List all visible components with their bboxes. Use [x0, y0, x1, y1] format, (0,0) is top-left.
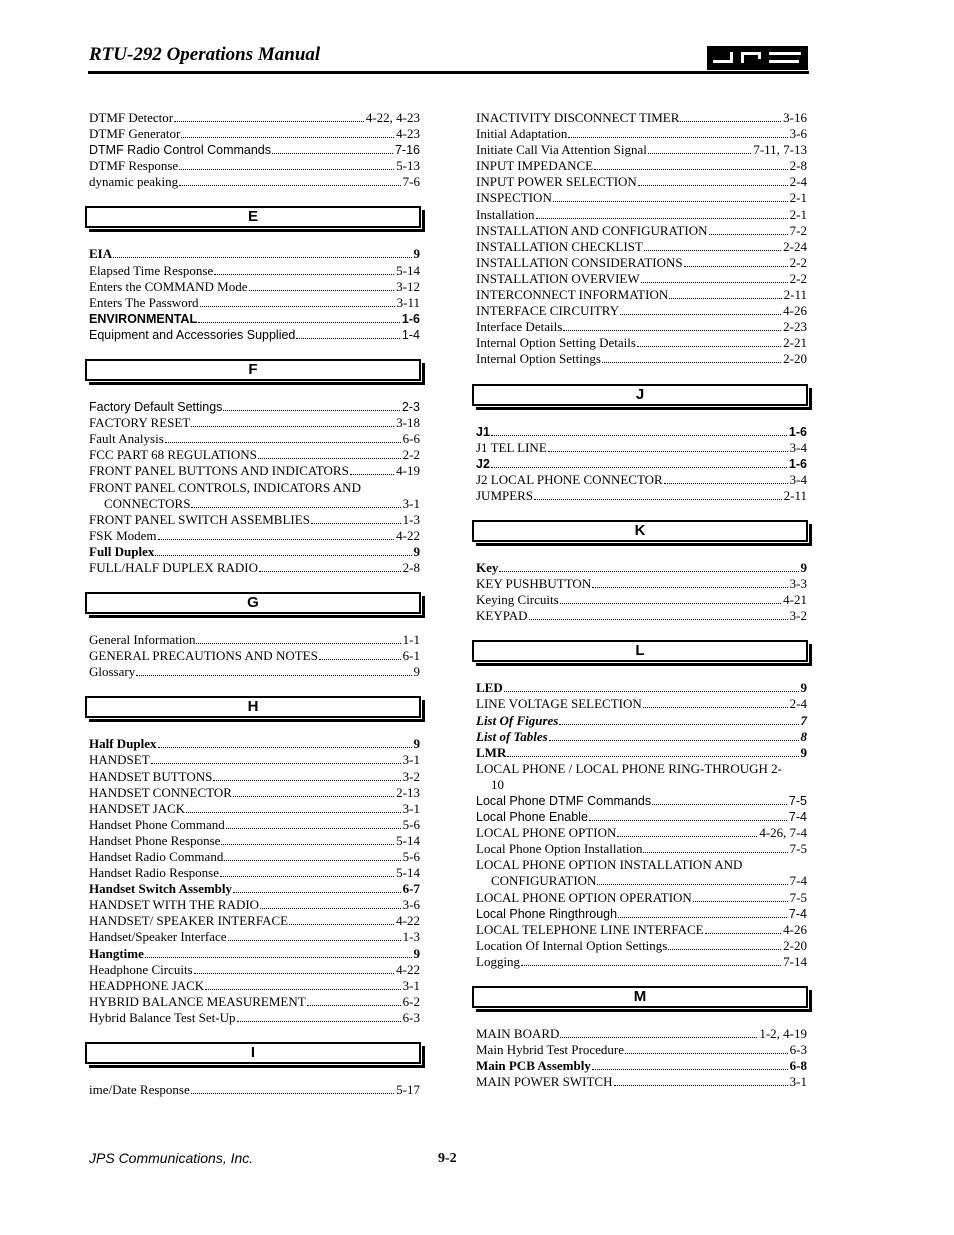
index-entry: J1 1-6 — [476, 424, 807, 439]
index-group-i — [89, 1082, 420, 1098]
index-entry: INSTALLATION CONSIDERATIONS 2-2 — [476, 254, 807, 270]
index-entry: DTMF Generator 4-23 — [89, 126, 420, 142]
index-entry: HANDSET/ SPEAKER INTERFACE 4-22 — [89, 913, 420, 929]
index-entry: ime/Date Response 5-17 — [89, 1082, 420, 1098]
index-group-f — [89, 399, 420, 576]
index-entry: Full Duplex 9 — [89, 543, 420, 559]
index-entry: HANDSET 3-1 — [89, 752, 420, 768]
index-entry: J1 TEL LINE 3-4 — [476, 439, 807, 455]
index-entry: Main Hybrid Test Procedure 6-3 — [476, 1042, 807, 1058]
index-entry: Hybrid Balance Test Set-Up 6-3 — [89, 1009, 420, 1025]
index-column-left — [89, 110, 420, 1098]
index-entry: J2 1-6 — [476, 456, 807, 471]
index-group-e — [89, 246, 420, 343]
index-entry: Handset Phone Response 5-14 — [89, 832, 420, 848]
index-entry: General Information 1-1 — [89, 632, 420, 648]
index-entry: Installation 2-1 — [476, 206, 807, 222]
page-number: 9-2 — [438, 1151, 457, 1166]
index-entry: HYBRID BALANCE MEASUREMENT 6-2 — [89, 993, 420, 1009]
index-entry: INSTALLATION CHECKLIST 2-24 — [476, 238, 807, 254]
index-entry: Local Phone Enable 7-4 — [476, 810, 807, 825]
index-entry: J2 LOCAL PHONE CONNECTOR 3-4 — [476, 471, 807, 487]
index-group-i-continued — [476, 110, 807, 368]
index-entry: Keying Circuits 4-21 — [476, 592, 807, 608]
index-entry: MAIN BOARD 1-2, 4-19 — [476, 1026, 807, 1042]
index-entry: LOCAL PHONE OPTION INSTALLATION AND CONFIGURATION 7-4 — [476, 857, 807, 889]
index-entry: Enters the COMMAND Mode 3-12 — [89, 278, 420, 294]
index-entry: Handset Radio Command 5-6 — [89, 849, 420, 864]
index-entry: INTERFACE CIRCUITRY 4-26 — [476, 303, 807, 319]
index-entry: FULL/HALF DUPLEX RADIO 2-8 — [89, 559, 420, 575]
index-entry: INPUT IMPEDANCE 2-8 — [476, 158, 807, 174]
index-entry: Local Phone Ringthrough 7-4 — [476, 906, 807, 921]
index-entry: Handset/Speaker Interface 1-3 — [89, 929, 420, 945]
index-entry: LED 9 — [476, 680, 807, 696]
index-entry: Headphone Circuits 4-22 — [89, 961, 420, 977]
index-entry: Factory Default Settings 2-3 — [89, 400, 420, 415]
section-letter-m: M — [476, 986, 817, 1012]
index-entry: Hangtime 9 — [89, 945, 420, 961]
index-entry: Glossary 9 — [89, 664, 420, 680]
index-entry: Initial Adaptation 3-6 — [476, 126, 807, 142]
section-letter-i: I — [89, 1042, 430, 1068]
index-entry: Local Phone Option Installation 7-5 — [476, 841, 807, 857]
index-entry: Main PCB Assembly 6-8 — [476, 1058, 807, 1074]
index-entry: GENERAL PRECAUTIONS AND NOTES 6-1 — [89, 648, 420, 664]
jps-logo-icon — [707, 46, 808, 70]
index-entry: MAIN POWER SWITCH 3-1 — [476, 1074, 807, 1090]
index-entry: DTMF Detector 4-22, 4-23 — [89, 110, 420, 125]
index-entry: List of Tables 8 — [476, 728, 807, 744]
index-entry: LOCAL PHONE OPTION OPERATION 7-5 — [476, 889, 807, 905]
index-group-d — [89, 110, 420, 190]
index-entry: ENVIRONMENTAL 1-6 — [89, 311, 420, 326]
index-entry: LINE VOLTAGE SELECTION 2-4 — [476, 696, 807, 712]
index-entry: INSTALLATION OVERVIEW 2-2 — [476, 270, 807, 286]
index-entry: Equipment and Accessories Supplied 1-4 — [89, 327, 420, 342]
index-entry: List Of Figures 7 — [476, 712, 807, 728]
index-entry: HANDSET WITH THE RADIO 3-6 — [89, 897, 420, 913]
index-entry: HANDSET BUTTONS 3-2 — [89, 768, 420, 784]
index-entry: DTMF Radio Control Commands 7-16 — [89, 143, 420, 158]
index-entry: LOCAL PHONE OPTION 4-26, 7-4 — [476, 825, 807, 841]
index-entry: Logging 7-14 — [476, 953, 807, 969]
index-entry: FCC PART 68 REGULATIONS 2-2 — [89, 447, 420, 463]
footer-company: JPS Communications, Inc. — [89, 1150, 254, 1166]
index-entry: INTERCONNECT INFORMATION 2-11 — [476, 287, 807, 303]
section-letter-e: E — [89, 206, 430, 232]
section-letter-g: G — [89, 592, 430, 618]
index-entry: Fault Analysis 6-6 — [89, 431, 420, 447]
index-entry: Interface Details 2-23 — [476, 319, 807, 335]
index-entry: Location Of Internal Option Settings 2-20 — [476, 937, 807, 953]
index-entry: FSK Modem 4-22 — [89, 527, 420, 543]
index-entry: DTMF Response 5-13 — [89, 158, 420, 174]
index-entry: KEYPAD 3-2 — [476, 608, 807, 624]
index-entry: Initiate Call Via Attention Signal 7-11, 7-13 — [476, 142, 807, 158]
section-letter-j: J — [476, 384, 817, 410]
index-group-k — [476, 560, 807, 624]
index-entry: Handset Radio Response 5-14 — [89, 865, 420, 881]
index-entry: EIA 9 — [89, 246, 420, 262]
index-entry: INPUT POWER SELECTION 2-4 — [476, 174, 807, 190]
index-group-g — [89, 632, 420, 680]
header-rule — [88, 71, 809, 74]
manual-title: RTU-292 Operations Manual — [89, 44, 321, 65]
index-entry: LOCAL PHONE / LOCAL PHONE RING-THROUGH 2- 10 — [476, 760, 782, 792]
index-entry: HANDSET CONNECTOR 2-13 — [89, 784, 420, 800]
index-entry: FRONT PANEL BUTTONS AND INDICATORS 4-19 — [89, 463, 420, 479]
index-entry: FACTORY RESET 3-18 — [89, 415, 420, 431]
index-entry: Elapsed Time Response 5-14 — [89, 262, 420, 278]
index-group-h — [89, 736, 420, 1026]
index-entry: Handset Switch Assembly 6-7 — [89, 881, 420, 897]
index-entry: INSPECTION 2-1 — [476, 190, 807, 206]
section-letter-h: H — [89, 696, 430, 722]
section-letter-f: F — [89, 359, 430, 385]
index-entry: Enters The Password 3-11 — [89, 294, 420, 310]
index-entry: FRONT PANEL SWITCH ASSEMBLIES 1-3 — [89, 511, 420, 527]
index-entry: HANDSET JACK 3-1 — [89, 800, 420, 816]
section-letter-l: L — [476, 640, 817, 666]
index-entry: Half Duplex 9 — [89, 736, 420, 752]
index-entry: Key 9 — [476, 559, 807, 575]
index-group-m — [476, 1026, 807, 1090]
index-entry: Internal Option Settings 2-20 — [476, 351, 807, 367]
index-group-j — [476, 424, 807, 504]
index-entry: LOCAL TELEPHONE LINE INTERFACE 4-26 — [476, 921, 807, 937]
index-entry: LMR 9 — [476, 744, 807, 760]
index-entry: Local Phone DTMF Commands 7-5 — [476, 794, 807, 808]
index-group-l — [476, 680, 807, 970]
section-letter-k: K — [476, 520, 817, 546]
index-entry: Internal Option Setting Details 2-21 — [476, 335, 807, 351]
index-entry: KEY PUSHBUTTON 3-3 — [476, 576, 807, 592]
index-entry: JUMPERS 2-11 — [476, 487, 807, 503]
index-entry: Handset Phone Command 5-6 — [89, 816, 420, 832]
index-entry: dynamic peaking 7-6 — [89, 174, 420, 190]
index-entry: INSTALLATION AND CONFIGURATION 7-2 — [476, 222, 807, 238]
index-column-right — [476, 110, 807, 1090]
index-entry: INACTIVITY DISCONNECT TIMER 3-16 — [476, 110, 807, 125]
index-entry: HEADPHONE JACK 3-1 — [89, 977, 420, 993]
index-entry: FRONT PANEL CONTROLS, INDICATORS AND CONNECTORS 3-1 — [89, 479, 420, 511]
